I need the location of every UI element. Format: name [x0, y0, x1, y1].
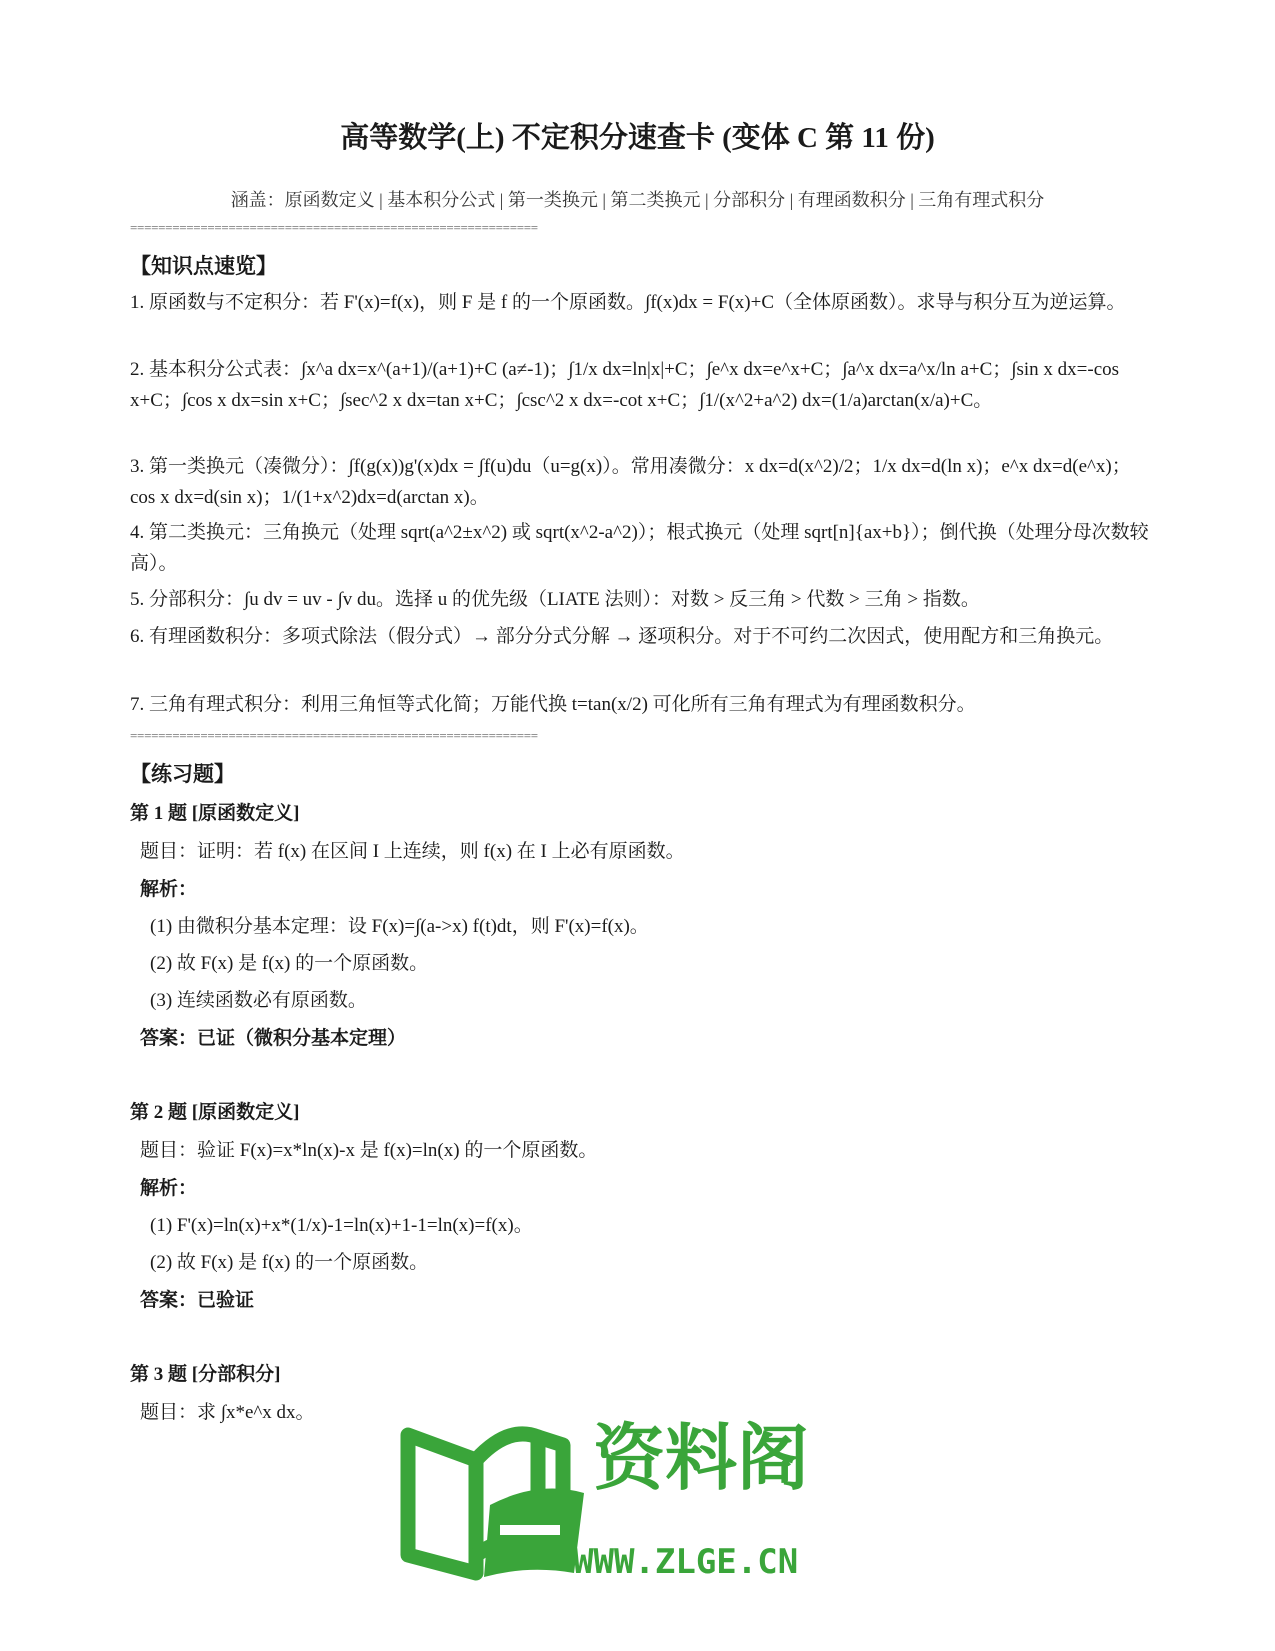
question-header: 第 3 题 [分部积分] — [130, 1364, 281, 1385]
separator-line: ========================================================== — [130, 728, 538, 743]
answer-text: 答案：已证（微积分基本定理） — [140, 1028, 407, 1049]
question-header: 第 2 题 [原函数定义] — [130, 1102, 300, 1123]
knowledge-item: 4. 第二类换元：三角换元（处理 sqrt(a^2±x^2) 或 sqrt(x^2-a^2)）；根式换元（处理 sqrt[n]{ax+b}）；倒代换（处理分母次数较高）。 — [130, 522, 1149, 574]
analysis-label: 解析： — [140, 1178, 198, 1199]
watermark-name: 资料阁 — [593, 1416, 810, 1500]
knowledge-item: 2. 基本积分公式表：∫x^a dx=x^(a+1)/(a+1)+C (a≠-1)；∫1/x dx=ln|x|+C；∫e^x dx=e^x+C；∫a^x dx=a^x/ln a+C；∫sin x dx=-cos x+C；∫cos x dx=sin x+C；∫sec^2 x dx=tan x+C；∫csc^2 x dx=-cot x+C；∫1/(x^2+a^2) dx=(1/a)arctan(x/a)+C。 — [130, 359, 1120, 411]
analysis-step: (1) F'(x)=ln(x)+x*(1/x)-1=ln(x)+1-1=ln(x)=f(x)。 — [150, 1215, 533, 1236]
separator-line: ========================================================== — [130, 220, 538, 235]
knowledge-item: 7. 三角有理式积分：利用三角恒等式化简；万能代换 t=tan(x/2) 可化所有三角有理式为有理函数积分。 — [130, 694, 976, 715]
section-heading-practice: 【练习题】 — [130, 762, 235, 786]
analysis-step: (1) 由微积分基本定理：设 F(x)=∫(a->x) f(t)dt，则 F'(x)=f(x)。 — [150, 916, 649, 937]
section-heading-knowledge: 【知识点速览】 — [130, 254, 277, 278]
knowledge-item: 5. 分部积分：∫u dv = uv - ∫v du。选择 u 的优先级（LIATE 法则）：对数 > 反三角 > 代数 > 三角 > 指数。 — [130, 589, 980, 610]
page-subtitle: 涵盖：原函数定义 | 基本积分公式 | 第一类换元 | 第二类换元 | 分部积分 | 有理函数积分 | 三角有理式积分 — [230, 190, 1045, 210]
question-problem: 题目：求 ∫x*e^x dx。 — [140, 1402, 315, 1423]
knowledge-item: 6. 有理函数积分：多项式除法（假分式）→ 部分分式分解 → 逐项积分。对于不可约二次因式，使用配方和三角换元。 — [130, 626, 1114, 647]
knowledge-item: 1. 原函数与不定积分：若 F'(x)=f(x)，则 F 是 f 的一个原函数。∫f(x)dx = F(x)+C（全体原函数）。求导与积分互为逆运算。 — [130, 292, 1126, 313]
question-problem: 题目：验证 F(x)=x*ln(x)-x 是 f(x)=ln(x) 的一个原函数。 — [140, 1140, 598, 1161]
analysis-label: 解析： — [140, 879, 198, 900]
watermark-logo — [398, 1405, 878, 1590]
watermark-url: WWW.ZLGE.CN — [573, 1542, 799, 1582]
answer-text: 答案：已验证 — [140, 1290, 255, 1311]
knowledge-item: 3. 第一类换元（凑微分）：∫f(g(x))g'(x)dx = ∫f(u)du（u=g(x)）。常用凑微分：x dx=d(x^2)/2；1/x dx=d(ln x)；e^x dx=d(e^x)；cos x dx=d(sin x)；1/(1+x^2)dx=d(arctan x)。 — [130, 456, 1131, 508]
open-book-icon — [398, 1405, 878, 1590]
page-title: 高等数学(上) 不定积分速查卡 (变体 C 第 11 份) — [340, 122, 935, 154]
analysis-step: (2) 故 F(x) 是 f(x) 的一个原函数。 — [150, 953, 429, 974]
analysis-step: (2) 故 F(x) 是 f(x) 的一个原函数。 — [150, 1252, 429, 1273]
question-problem: 题目：证明：若 f(x) 在区间 I 上连续，则 f(x) 在 I 上必有原函数。 — [140, 841, 685, 862]
analysis-step: (3) 连续函数必有原函数。 — [150, 990, 367, 1011]
question-header: 第 1 题 [原函数定义] — [130, 803, 300, 824]
